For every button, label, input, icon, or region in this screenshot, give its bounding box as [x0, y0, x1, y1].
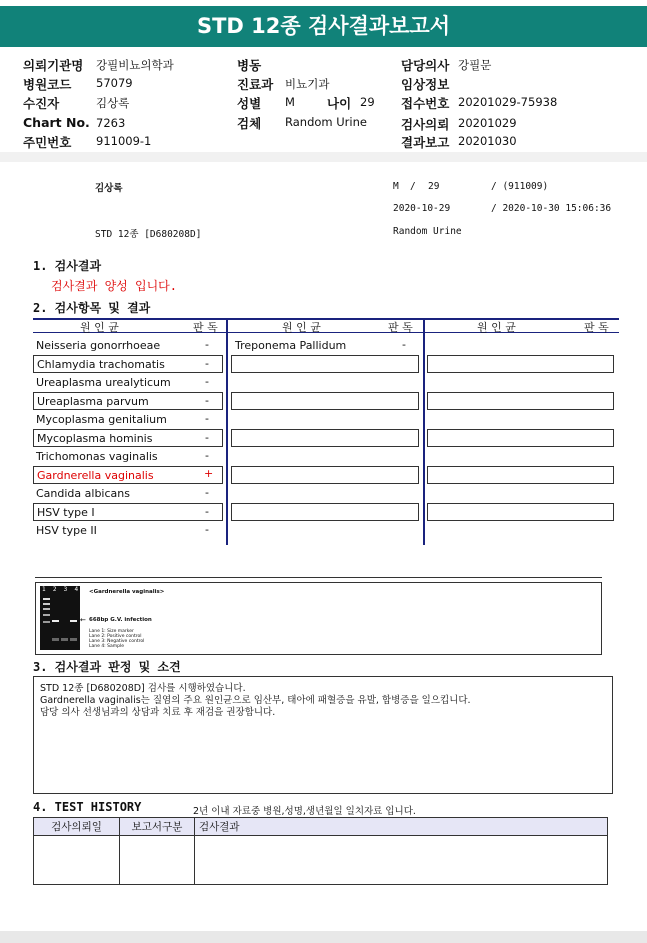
sub-slash: / [410, 181, 416, 192]
grid-header-line [33, 332, 619, 333]
history-cell [195, 836, 608, 885]
organism-name: Ureaplasma urealyticum [36, 376, 171, 389]
table-row [33, 429, 223, 447]
empty-cell [231, 429, 419, 447]
table-row [231, 337, 419, 354]
hospital-code-value: 57079 [96, 76, 133, 90]
table-row [33, 355, 223, 373]
dept-value: 비뇨기과 [285, 77, 330, 91]
gel-lane-numbers: 1 2 3 4 [42, 586, 79, 593]
empty-cell [427, 429, 614, 447]
dept-label: 진료과 [237, 77, 274, 92]
empty-cell [231, 466, 419, 484]
grid-top-line [33, 318, 619, 320]
empty-cell [427, 503, 614, 521]
request-label: 검사의뢰 [401, 117, 450, 132]
specimen-value: Random Urine [285, 115, 367, 129]
chart-value: 7263 [96, 116, 126, 130]
institution-value: 강필비뇨의학과 [96, 58, 174, 72]
sub-patient-name: 김상록 [95, 183, 123, 194]
opinion-box [33, 676, 613, 794]
sex-label: 성별 [237, 96, 262, 111]
receipt-value: 20201029-75938 [458, 95, 558, 109]
section1-title: 1. 검사결과 [33, 259, 102, 273]
sub-specimen: Random Urine [393, 226, 462, 237]
sub-datetime2: / 2020-10-30 15:06:36 [491, 203, 612, 214]
gel-marker-band [43, 598, 50, 600]
organism-name-positive: Gardnerella vaginalis [37, 469, 154, 482]
organism-name: Treponema Pallidum [235, 339, 347, 352]
specimen-label: 검체 [237, 116, 262, 131]
history-table [33, 817, 608, 885]
organism-result: - [205, 357, 209, 370]
receipt-label: 접수번호 [401, 96, 450, 111]
section4-title: 4. TEST HISTORY [33, 800, 142, 814]
col2-judge-header: 판 독 [388, 321, 413, 334]
gel-band-label: 668bp G.V. infection [89, 617, 152, 623]
grid-divider-2 [423, 318, 425, 545]
gel-arrow: ← [80, 616, 86, 624]
gel-legend-item: Lane 3: Negative control [89, 639, 145, 644]
col1-judge-header: 판 독 [193, 321, 218, 334]
report-date-value: 20201030 [458, 134, 517, 148]
patient-label: 수진자 [23, 96, 60, 111]
col3-header: 원 인 균 [477, 321, 516, 334]
empty-cell [427, 392, 614, 410]
sub-age: 29 [428, 181, 440, 192]
table-row [33, 374, 223, 391]
gel-primer-band [70, 638, 77, 641]
ward-label: 병동 [237, 58, 262, 73]
organism-name: Chlamydia trachomatis [37, 358, 165, 371]
patient-value: 김상록 [96, 96, 130, 110]
institution-label: 의뢰기관명 [23, 58, 84, 73]
clinical-label: 임상정보 [401, 77, 450, 92]
rrn-label: 주민번호 [23, 135, 72, 150]
gel-top-rule [35, 577, 602, 578]
age-label: 나이 [327, 96, 352, 111]
sub-birth: / (911009) [491, 181, 549, 192]
section4-note: 2년 이내 자료중 병원,성명,생년월일 일치자료 입니다. [193, 806, 416, 817]
organism-name: HSV type II [36, 524, 97, 537]
empty-cell [427, 466, 614, 484]
organism-result: - [205, 486, 209, 499]
empty-cell [231, 503, 419, 521]
sub-test-code: STD 12종 [D680208D] [95, 229, 202, 240]
organism-result: - [402, 338, 406, 351]
section1-result: 검사결과 양성 입니다. [51, 279, 178, 293]
organism-result: - [205, 338, 209, 351]
gel-primer-band [61, 638, 68, 641]
col2-header: 원 인 균 [282, 321, 321, 334]
chart-label: Chart No. [23, 115, 90, 130]
header-separator [0, 152, 647, 162]
organism-result: - [205, 523, 209, 536]
gel-legend-item: Lane 1: Size marker [89, 629, 134, 634]
doctor-value: 강필문 [458, 58, 492, 72]
sub-date1: 2020-10-29 [393, 203, 451, 214]
organism-name: Trichomonas vaginalis [36, 450, 158, 463]
organism-result: - [205, 394, 209, 407]
gel-marker-band [43, 608, 50, 610]
sub-sex: M [393, 181, 399, 192]
age-value: 29 [360, 95, 375, 109]
history-header-result: 검사결과 [195, 818, 608, 836]
gel-primer-band [52, 638, 59, 641]
empty-cell [231, 355, 419, 373]
gel-title: <Gardnerella vaginalis> [89, 589, 165, 595]
gel-positive-band [52, 620, 59, 622]
organism-result: - [205, 449, 209, 462]
history-header-date: 검사의뢰일 [34, 818, 120, 836]
organism-name: Mycoplasma hominis [37, 432, 153, 445]
table-row [33, 522, 223, 539]
col1-header: 원 인 균 [80, 321, 119, 334]
report-title: STD 12종 검사결과보고서 [0, 6, 647, 47]
section2-title: 2. 검사항목 및 결과 [33, 301, 151, 315]
history-cell [34, 836, 120, 885]
table-row [33, 337, 223, 354]
gel-legend-item: Lane 4: Sample [89, 644, 124, 649]
gel-marker-band [43, 614, 50, 616]
organism-result: - [205, 375, 209, 388]
table-row [33, 411, 223, 428]
gel-marker-band [43, 621, 50, 623]
empty-cell [427, 355, 614, 373]
organism-name: Neisseria gonorrhoeae [36, 339, 161, 352]
doctor-label: 담당의사 [401, 58, 450, 73]
opinion-line-1: STD 12종 [D680208D] 검사를 시행하였습니다. [40, 683, 246, 694]
report-date-label: 결과보고 [401, 135, 450, 150]
rrn-value: 911009-1 [96, 134, 152, 148]
gel-image [40, 586, 80, 650]
history-header-type: 보고서구분 [120, 818, 195, 836]
request-value: 20201029 [458, 116, 517, 130]
history-cell [120, 836, 195, 885]
empty-cell [231, 392, 419, 410]
table-row [33, 392, 223, 410]
gel-legend [89, 629, 144, 649]
table-row [33, 485, 223, 502]
opinion-line-3: 담당 의사 선생님과의 상담과 치료 후 재검을 권장합니다. [40, 707, 276, 718]
organism-name: Mycoplasma genitalium [36, 413, 167, 426]
table-row [33, 466, 223, 484]
table-row [33, 503, 223, 521]
gel-marker-band [43, 603, 50, 605]
organism-result: - [205, 431, 209, 444]
organism-result-positive: + [204, 467, 214, 480]
section3-title: 3. 검사결과 판정 및 소견 [33, 660, 181, 674]
col3-judge-header: 판 독 [584, 321, 609, 334]
gel-legend-item: Lane 2: Positive control [89, 634, 142, 639]
table-row [33, 448, 223, 465]
gel-sample-band [70, 620, 77, 622]
bottom-strip [0, 931, 647, 943]
hospital-code-label: 병원코드 [23, 77, 72, 92]
gel-panel [35, 582, 602, 655]
organism-name: Ureaplasma parvum [37, 395, 149, 408]
sex-value: M [285, 95, 295, 109]
organism-name: HSV type I [37, 506, 95, 519]
organism-result: - [205, 505, 209, 518]
grid-divider-1 [226, 318, 228, 545]
organism-name: Candida albicans [36, 487, 130, 500]
opinion-line-2: Gardnerella vaginalis는 질염의 주요 원인균으로 임산부, 태아에 패혈증을 유발, 합병증을 일으킵니다. [40, 695, 471, 706]
organism-result: - [205, 412, 209, 425]
